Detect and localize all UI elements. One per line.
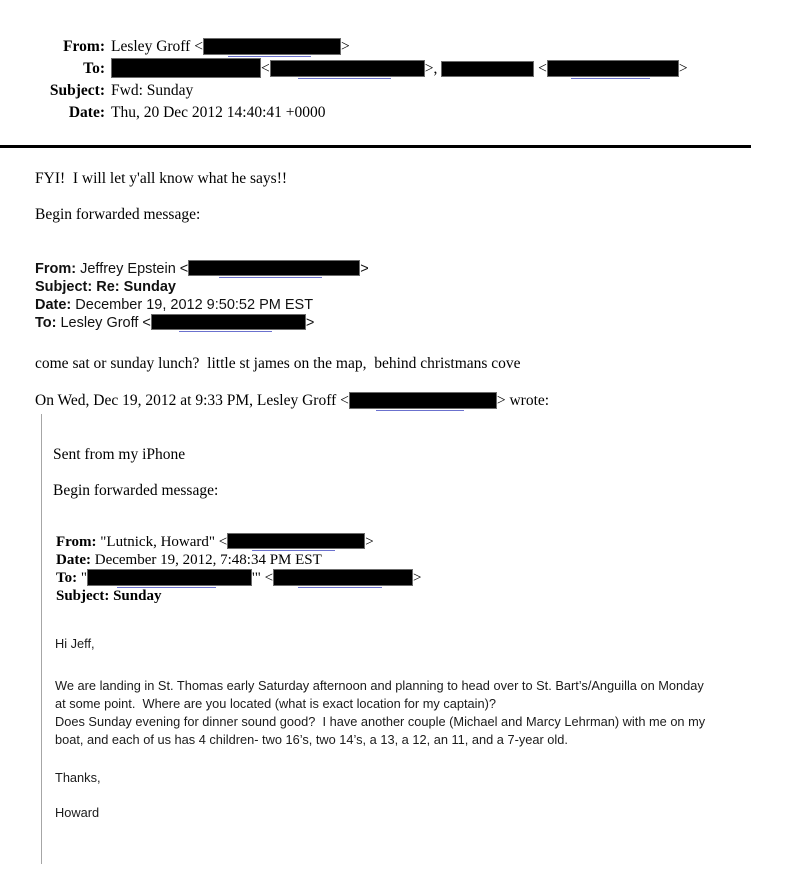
lu-to-bracket: > <box>413 570 422 586</box>
from-bracket: > <box>340 38 350 55</box>
redaction-to-email-2 <box>547 60 679 77</box>
epstein-message: come sat or sunday lunch? little st james on the map, behind christmans cove <box>35 355 521 372</box>
signature: Howard <box>55 805 100 820</box>
ep-date-label: Date: <box>35 297 72 313</box>
email-document <box>0 36 791 864</box>
lu-from-label: From: <box>56 534 97 550</box>
lutnick-body <box>55 635 791 822</box>
subject-label: Subject: <box>49 82 105 99</box>
ep-from-label: From: <box>35 261 77 277</box>
subject-value: Fwd: Sunday <box>111 82 194 99</box>
quote-begin-forwarded-label: Begin forwarded message: <box>53 482 219 499</box>
redaction-lu-from-email <box>227 533 365 549</box>
ep-subject-label: Subject: <box>35 279 93 295</box>
ep-row-to <box>35 314 791 332</box>
redaction-ep-to-email <box>151 314 306 330</box>
header-divider <box>0 145 751 148</box>
to-bracket-open-1: < <box>261 60 270 77</box>
body-line: at some point. Where are you located (what is exact location for my captain)? <box>55 696 496 711</box>
redaction-to-name-2 <box>441 61 534 77</box>
header-row-subject <box>0 80 791 102</box>
to-bracket-open-2: < <box>534 60 547 77</box>
attribution-text: On Wed, Dec 19, 2012 at 9:33 PM, Lesley Groff < <box>35 392 349 409</box>
redaction-to-name-1 <box>111 58 261 78</box>
to-value <box>105 58 688 80</box>
begin-forwarded-label: Begin forwarded message: <box>35 206 201 223</box>
quote-attribution <box>35 391 791 410</box>
quoted-message <box>41 414 791 864</box>
lu-row-subject <box>56 587 791 605</box>
header-row-from <box>0 36 791 58</box>
ep-to-label: To: <box>35 315 57 331</box>
ep-date-value: December 19, 2012 9:50:52 PM EST <box>71 297 314 313</box>
body-line: We are landing in St. Thomas early Saturday afternoon and planning to head over to St. Bart’s/Anguilla on Monday <box>55 678 704 693</box>
body-line: Does Sunday evening for dinner sound good? I have another couple (Michael and Marcy Lehrman) with me on my <box>55 714 706 729</box>
attribution-wrote: > wrote: <box>496 392 550 409</box>
ep-row-subject <box>35 278 791 296</box>
redaction-attribution-email <box>349 392 497 409</box>
ep-row-date <box>35 296 791 314</box>
fyi-note: FYI! I will let y'all know what he says!! <box>35 170 288 187</box>
lu-date-value: December 19, 2012, 7:48:34 PM EST <box>90 552 322 568</box>
redaction-ep-from-email <box>188 260 360 276</box>
lu-row-from <box>56 533 791 551</box>
forwarded-header-lutnick <box>56 533 791 605</box>
from-value <box>105 36 350 58</box>
lu-to-quote-close: '" < <box>252 570 274 586</box>
lu-to-label: To: <box>56 570 78 586</box>
lu-to-quote-open: " <box>77 570 87 586</box>
body-line: boat, and each of us has 4 children- two 16’s, two 14’s, a 13, a 12, an 11, and a 7-year old. <box>55 732 568 747</box>
header-row-to <box>0 58 791 80</box>
lu-row-to <box>56 569 791 587</box>
ep-row-from <box>35 260 791 278</box>
lu-from-bracket: > <box>365 534 374 550</box>
to-separator: >, <box>424 60 442 77</box>
lu-subject-value: Sunday <box>109 588 162 604</box>
from-label: From: <box>63 38 105 55</box>
ep-to-bracket: > <box>305 315 315 331</box>
redaction-lu-to-email <box>273 569 413 586</box>
date-label: Date: <box>68 104 105 121</box>
redaction-from-email <box>203 38 341 55</box>
lu-from-name: "Lutnick, Howard" < <box>96 534 228 550</box>
redaction-lu-to-name <box>87 569 252 586</box>
header-row-date <box>0 102 791 124</box>
to-bracket-close-2: > <box>678 60 688 77</box>
forwarded-header-epstein <box>35 260 791 332</box>
greeting: Hi Jeff, <box>55 636 95 651</box>
lu-row-date <box>56 551 791 569</box>
ep-from-name: Jeffrey Epstein < <box>76 261 189 277</box>
lu-date-label: Date: <box>56 552 91 568</box>
ep-from-bracket: > <box>360 261 369 277</box>
to-label: To: <box>83 60 105 77</box>
closing: Thanks, <box>55 770 101 785</box>
sent-from-iphone: Sent from my iPhone <box>53 446 186 463</box>
ep-to-name: Lesley Groff < <box>56 315 151 331</box>
top-header <box>0 36 791 124</box>
lu-subject-label: Subject: <box>56 588 110 604</box>
ep-subject-value: Re: Sunday <box>92 279 176 295</box>
date-value: Thu, 20 Dec 2012 14:40:41 +0000 <box>111 104 326 121</box>
redaction-to-email-1 <box>270 60 425 77</box>
from-name: Lesley Groff < <box>111 38 203 55</box>
